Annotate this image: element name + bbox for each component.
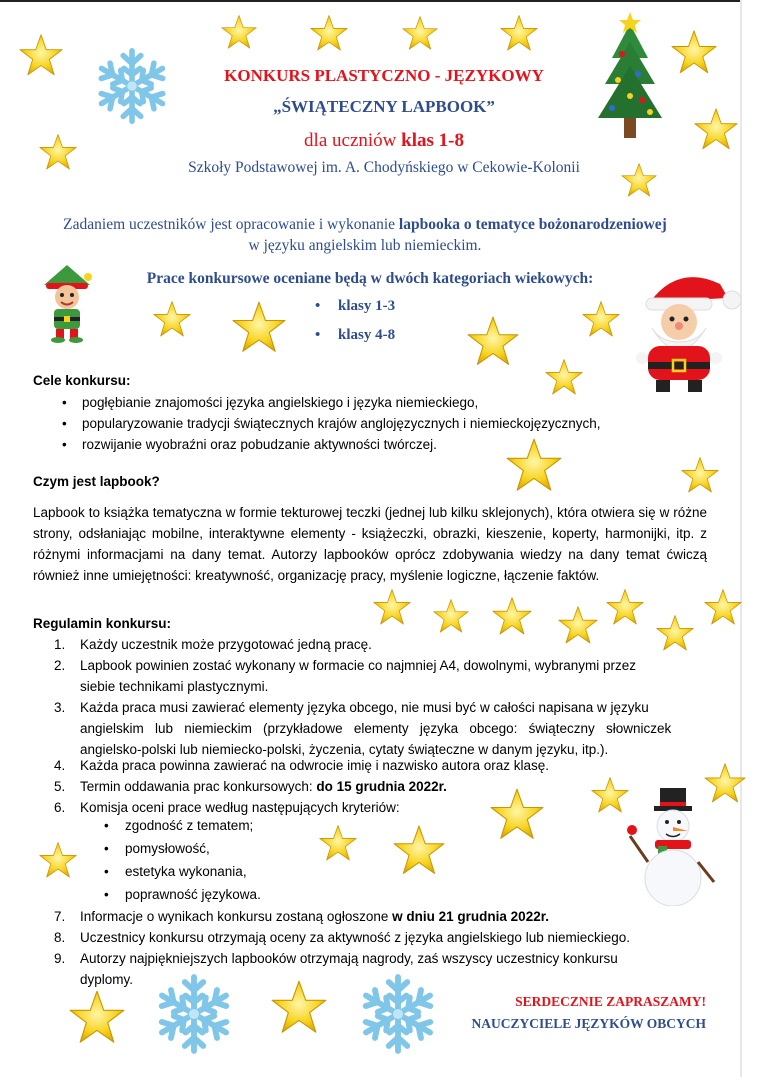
elf-icon: [32, 263, 102, 343]
star-icon: [693, 107, 739, 151]
criterion-item: • estetyka wykonania,: [125, 864, 247, 879]
star-icon: [18, 33, 64, 77]
snowflake-icon: [152, 972, 236, 1056]
star-icon: [152, 300, 192, 338]
rule-item: 1. Każdy uczestnik może przygotować jedną pracę.: [54, 637, 372, 652]
category-item: • klasy 1-3: [338, 298, 395, 315]
rule-item: 2. Lapbook powinien zostać wykonany w formacie co najmniej A4, dowolnymi, wybranymi przez siebie technikami plastycznymi.: [54, 658, 637, 694]
star-icon: [220, 14, 258, 50]
school-name: Szkoły Podstawowej im. A. Chodyńskiego w Cekowie-Kolonii: [188, 159, 580, 176]
audience-classes: klas 1-8: [401, 130, 464, 151]
star-icon: [466, 315, 520, 367]
signature-text: NAUCZYCIELE JĘZYKÓW OBCYCH: [471, 1016, 706, 1031]
contest-subtitle: „ŚWIĄTECZNY LAPBOOK”: [273, 97, 495, 116]
star-icon: [557, 605, 599, 645]
snowflake-icon: [90, 46, 174, 126]
categories-heading: Prace konkursowe oceniane będą w dwóch kategoriach wiekowych:: [146, 270, 594, 287]
category-item: • klasy 4-8: [338, 327, 395, 344]
star-icon: [655, 614, 695, 652]
rule-item: 3. Każda praca musi zawierać elementy języka obcego, nie musi być w całości napisana w języku angielskim lub niemieckim (przykładowe elementy języka obcego: świąteczny słowniczek angielsko-polski lub niemiecko-polski, życzenia, cytaty świąteczne w danym języku, itp.).: [54, 700, 672, 757]
star-icon: [68, 989, 126, 1045]
intro-text: Zadaniem uczestników jest opracowanie i wykonanie lapbooka o tematyce bożonarodzeniowej w języku angielskim lub niemieckim.: [63, 216, 667, 254]
star-icon: [703, 588, 743, 626]
rule-item: 5. Termin oddawania prac konkursowych: do 15 grudnia 2022r.: [54, 779, 447, 794]
santa-icon: [628, 262, 742, 398]
star-icon: [491, 596, 533, 636]
star-icon: [309, 14, 349, 52]
star-icon: [38, 133, 78, 171]
star-icon: [231, 300, 287, 354]
rules-heading: Regulamin konkursu:: [33, 616, 172, 631]
star-icon: [489, 787, 545, 841]
star-icon: [392, 824, 446, 876]
star-icon: [38, 841, 78, 879]
criterion-item: • pomysłowość,: [125, 841, 210, 856]
audience-prefix: dla uczniów: [304, 130, 402, 151]
star-icon: [581, 300, 621, 338]
goal-item: • rozwijanie wyobraźni oraz pobudzanie aktywności twórczej.: [82, 437, 437, 452]
star-icon: [605, 588, 645, 626]
christmas-tree-icon: [592, 8, 668, 144]
contest-title: KONKURS PLASTYCZNO - JĘZYKOWY: [224, 66, 544, 85]
snowman-icon: [622, 786, 722, 906]
star-icon: [318, 824, 358, 862]
star-icon: [544, 358, 584, 396]
star-icon: [680, 456, 720, 494]
rule-item: 4. Każda praca powinna zawierać na odwrocie imię i nazwisko autora oraz klasę.: [54, 758, 549, 773]
lapbook-heading: Czym jest lapbook?: [33, 474, 160, 489]
star-icon: [499, 14, 539, 52]
star-icon: [372, 588, 412, 626]
rule-item: 6. Komisja oceni prace według następujących kryteriów:: [54, 800, 400, 815]
criterion-item: • zgodność z tematem;: [125, 818, 253, 833]
lapbook-paragraph: Lapbook to książka tematyczna w formie tekturowej teczki (jednej lub kilku sklejonych), która otwiera się w różne strony, odsłaniając mobilne, interaktywne elementy - książeczki, obrazki, kieszenie, koperty, harmonijki, itp. z różnymi informacjami na dany temat. Autorzy lapbooków oprócz zdobywania wiedzy na dany temat ćwiczą również inne umiejętności: kreatywność, organizację pracy, myślenie logiczne, łączenie faktów.: [33, 505, 707, 583]
star-icon: [670, 29, 718, 75]
star-icon: [505, 437, 563, 493]
invitation-text: SERDECZNIE ZAPRASZAMY!: [515, 994, 706, 1009]
star-icon: [620, 162, 658, 198]
snowflake-icon: [356, 972, 440, 1056]
goal-item: • popularyzowanie tradycji świątecznych krajów anglojęzycznych i niemieckojęzycznych,: [82, 416, 600, 431]
goals-heading: Cele konkursu:: [33, 373, 131, 388]
star-icon: [432, 598, 470, 634]
rule-item: 9. Autorzy najpiękniejszych lapbooków otrzymają nagrody, zaś wszyscy uczestnicy konkursu dyplomy.: [54, 951, 618, 987]
top-border: [0, 0, 740, 2]
star-icon: [270, 979, 328, 1035]
criterion-item: • poprawność językowa.: [125, 887, 261, 902]
goal-item: • pogłębianie znajomości języka angielskiego i języka niemieckiego,: [82, 395, 478, 410]
rule-item: 7. Informacje o wynikach konkursu zostaną ogłoszone w dniu 21 grudnia 2022r.: [54, 909, 549, 924]
rule-item: 8. Uczestnicy konkursu otrzymają oceny za aktywność z języka angielskiego lub niemieckiego.: [54, 930, 630, 945]
star-icon: [401, 15, 439, 51]
